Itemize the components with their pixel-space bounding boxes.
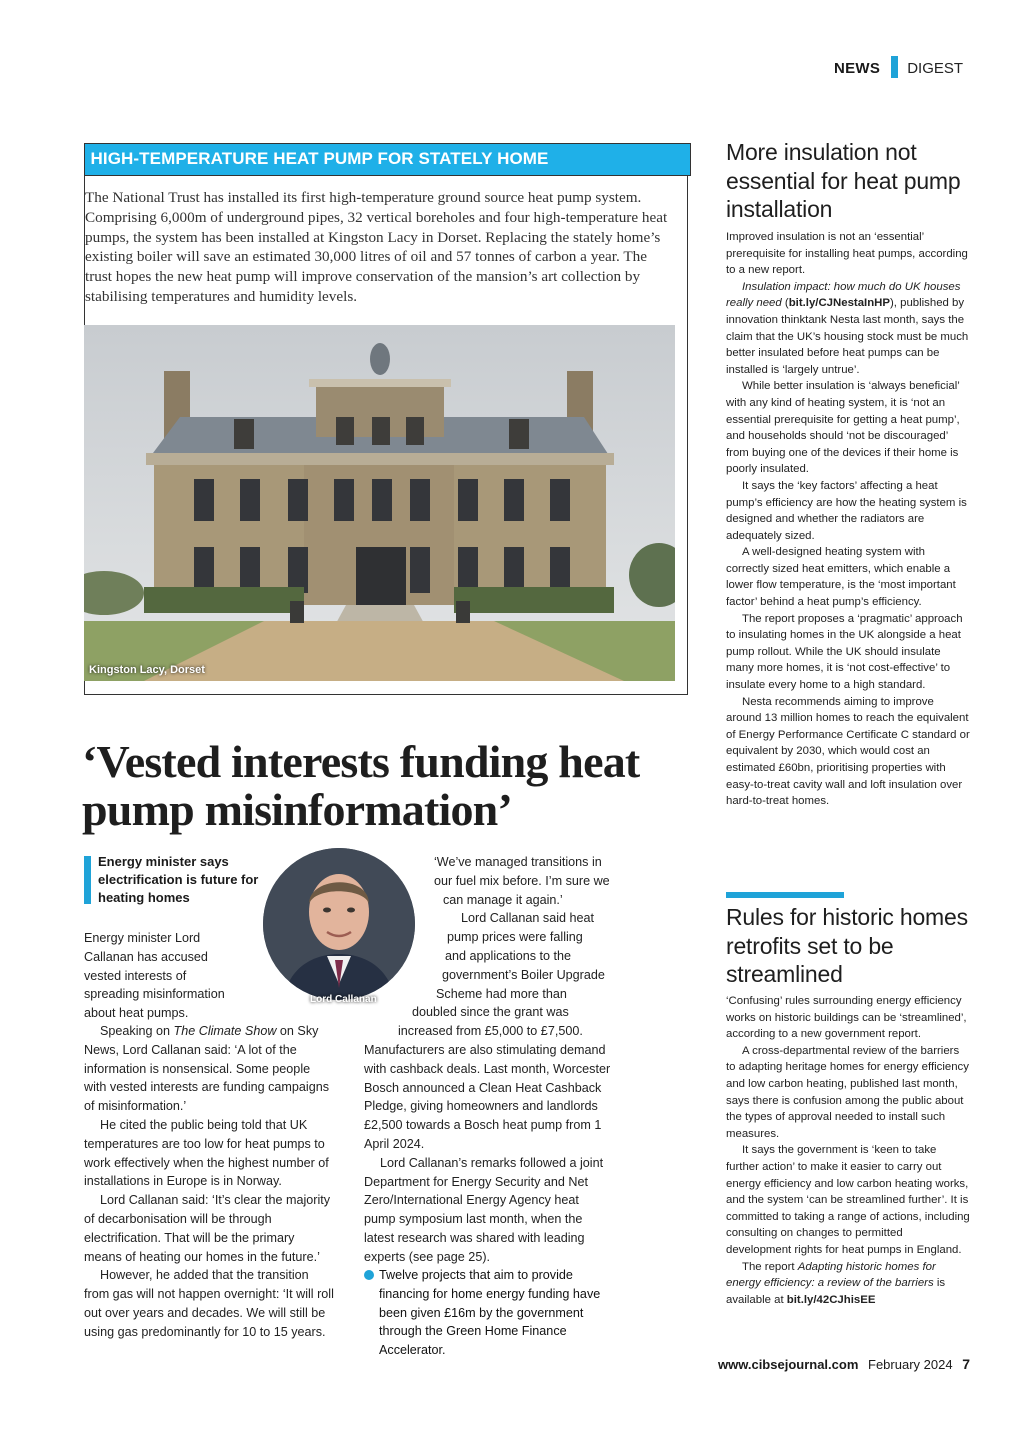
body-paragraph: Manufacturers are also stimulating demand with cashback deals. Last month, Worcester Bosch announced a Clean Heat Cashback Pledge, giving homeowners and landlords £2,500 towards a Bosch heat pump from 1 April 2024. [364, 1043, 611, 1151]
text-run: on Sky News, Lord Callanan said: ‘A lot of the information is nonsensical. Some people with vested interests are funding campaigns of misinformation.’ [84, 1024, 330, 1114]
body-paragraph [726, 1259, 970, 1309]
article-column-1-intro [84, 929, 232, 1023]
article-column-2-wrap [350, 853, 610, 1041]
photo-caption: Kingston Lacy, Dorset [89, 664, 205, 676]
body-line: Callanan has accused [84, 949, 208, 964]
body-line: about heat pumps. [84, 1006, 189, 1021]
standfirst-bar [84, 856, 91, 904]
body-line: and applications to the [445, 948, 572, 963]
body-paragraph: The report proposes a ‘pragmatic’ approach to insulating homes in the UK alongside a heat pump rollout. While the UK should insulate many more homes, it is ‘not cost-effective’ to insulate every home to a high standard. [726, 612, 963, 692]
main-headline: ‘Vested interests funding heat pump misinformation’ [82, 736, 640, 835]
side-story-1-headline: More insulation not essential for heat pump installation [726, 139, 961, 222]
body-line: Energy minister Lord [84, 931, 201, 945]
body-line: ‘We’ve managed transitions in [434, 855, 602, 869]
body-paragraph: ‘Confusing’ rules surrounding energy efficiency works on historic buildings can be ‘streamlined’, according to a new government report. [726, 995, 967, 1041]
page-number: 7 [962, 1356, 970, 1372]
portrait-caption: Lord Callanan [310, 994, 377, 1005]
text-run: is available at [726, 1277, 946, 1306]
text-run: The report [742, 1260, 798, 1273]
section-divider [891, 56, 898, 78]
body-paragraph: It says the ‘key factors’ affecting a heat pump’s efficiency are how the heating system is designed and whether the radiators are adequately sized. [726, 479, 967, 542]
body-paragraph: It says the government is ‘keen to take further action’ to make it easier to carry out energy efficiency and low carbon heating works, and the system ‘can be streamlined further’. It is committed to taking a range of actions, including consulting on changes to permitted development rights for heat pumps in England. [726, 1144, 970, 1256]
box-body: The National Trust has installed its first high-temperature ground source heat pump system. Comprising 6,000m of underground pipes, 32 vertical boreholes and four high-temperature heat pumps, the system has been installed at Kingston Lacy in Dorset. Replacing the stately home’s existing boiler will save an estimated 30,000 litres of oil and 57 tonnes of carbon a year. The trust hopes the new heat pump will improve conservation of the mansion’s art collection by stabilising temperatures and humidity levels. [85, 189, 668, 305]
article-column-2 [364, 1041, 612, 1267]
page-footer [718, 1356, 970, 1372]
body-paragraph: Lord Callanan’s remarks followed a joint Department for Energy Security and Net Zero/International Energy Agency heat pump symposium last month, when the latest research was shared with leading experts (see page 25). [364, 1155, 604, 1264]
article-column-1 [84, 1022, 334, 1342]
report-title: Adapting historic homes for energy efficiency: a review of the barriers [726, 1260, 936, 1290]
side-story-2-body [726, 993, 970, 1308]
body-line: government’s Boiler Upgrade [442, 967, 605, 982]
body-line: our fuel mix before. I’m sure we [434, 873, 610, 888]
body-paragraph: While better insulation is ‘always beneficial’ with any kind of heating system, it is ‘not an essential prerequisite for getting a heat pump’, and households should ‘not be discouraged’ from buying one of the devices if their home is poorly insulated. [726, 380, 960, 476]
side-story-2-headline: Rules for historic homes retrofits set to be streamlined [726, 904, 968, 987]
footer-website[interactable]: www.cibsejournal.com [718, 1357, 859, 1372]
boxed-story [84, 143, 688, 695]
body-paragraph: He cited the public being told that UK temperatures are too low for heat pumps to work effectively when the highest number of installations in Europe is in Norway. [84, 1117, 329, 1189]
bullet-dot-icon [364, 1270, 374, 1280]
section-header [834, 56, 963, 78]
body-paragraph [84, 1022, 334, 1116]
body-line: vested interests of [84, 968, 187, 983]
body-line: increased from £5,000 to £7,500. [398, 1024, 583, 1039]
side-story-1-body [726, 229, 970, 810]
body-line: pump prices were falling [447, 930, 583, 945]
bullet-text: Twelve projects that aim to provide financing for home energy funding have been given £16m by the government through the Green Home Finance Accelerator. [379, 1268, 601, 1358]
show-title: The Climate Show [173, 1024, 277, 1038]
body-paragraph: Improved insulation is not an ‘essential’ prerequisite for installing heat pumps, according to a new report. [726, 231, 968, 277]
house-illustration [84, 325, 675, 681]
footer-issue: February 2024 [868, 1357, 953, 1372]
body-line: Scheme had more than [436, 986, 567, 1001]
report-link[interactable]: bit.ly/CJNestaInHP [788, 297, 890, 310]
body-line: spreading misinformation [84, 987, 225, 1002]
body-paragraph: A cross-departmental review of the barriers to adapting heritage homes for energy efficiency and low carbon heating, published last month, says there is confusion among the public about the types of approval needed to install such measures. [726, 1044, 969, 1140]
report-link[interactable]: bit.ly/42CJhisEE [786, 1293, 876, 1306]
body-paragraph: A well-designed heating system with correctly sized heat emitters, which enable a lower flow temperature, is the ‘most important factor’ behind a heat pump’s efficiency. [726, 546, 956, 609]
section-label: NEWS [834, 60, 881, 77]
subsection-label: DIGEST [907, 60, 964, 77]
body-paragraph: Nesta recommends aiming to improve around 13 million homes to reach the equivalent of Energy Performance Certificate C standard or equivalent by 2030, which would cost an estimated £60bn, prioritising properties with easy-to-treat cavity wall and loft insulation over hard-to-treat homes. [726, 695, 970, 808]
report-title: Insulation impact: how much do UK houses really need [726, 280, 961, 310]
kingston-lacy-photo [84, 325, 675, 681]
news-bullet [364, 1266, 612, 1360]
text-run: ), published by innovation thinktank Nesta last month, says the claim that the UK’s housing stock must be much better insulated before heat pumps can be installed is ‘largely untrue’. [726, 297, 969, 376]
body-line: doubled since the grant was [412, 1005, 569, 1020]
standfirst: Energy minister says electrification is future for heating homes [98, 854, 259, 905]
box-headline-bar [84, 143, 691, 176]
body-paragraph: However, he added that the transition from gas will not happen overnight: ‘It will roll out over years and decades. We will still be using gas predominantly for 10 to 15 years. [84, 1268, 334, 1339]
body-paragraph: Lord Callanan said: ‘It’s clear the majority of decarbonisation will be through electrification. That will be the primary means of heating our homes in the future.’ [84, 1193, 331, 1264]
body-line: Lord Callanan said heat [461, 911, 595, 926]
side-story-divider [726, 892, 844, 898]
body-line: can manage it again.’ [443, 892, 563, 907]
body-paragraph: Insulation impact: how much do UK houses really need (bit.ly/CJNestaInHP), published by innovation thinktank Nesta last month, says the claim that the UK’s housing stock must be much better insulated before heat pumps can be installed is ‘largely untrue’. [726, 280, 969, 376]
text-run: Speaking on [100, 1024, 174, 1038]
box-headline: HIGH-TEMPERATURE HEAT PUMP FOR STATELY HOME [90, 149, 549, 168]
